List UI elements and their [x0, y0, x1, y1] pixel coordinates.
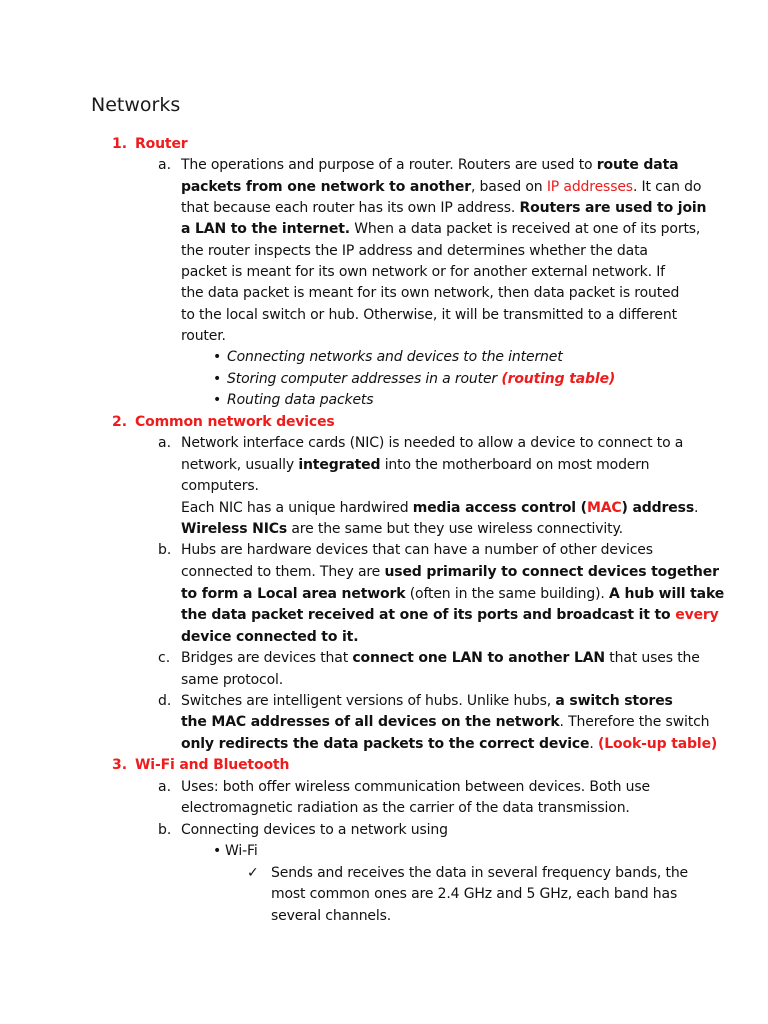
paragraph-line: a LAN to the internet. When a data packet is received at one of its ports,	[181, 221, 701, 237]
item-label: a.	[158, 779, 172, 795]
paragraph-line: several channels.	[271, 908, 392, 924]
item-label: c.	[158, 650, 171, 666]
paragraph-line: Sends and receives the data in several frequency bands, the	[271, 865, 689, 881]
paragraph-line: computers.	[181, 478, 259, 494]
item-label: d.	[158, 693, 172, 709]
bullet-dot-icon: •	[213, 349, 222, 365]
section-heading-devices: Common network devices	[135, 414, 335, 430]
item-label: b.	[158, 542, 172, 558]
section-number-2: 2.	[112, 414, 128, 430]
checkmark-icon: ✓	[247, 865, 259, 881]
page-title: Networks	[91, 94, 181, 116]
item-label: b.	[158, 822, 172, 838]
bullet-item: Wi-Fi	[225, 843, 258, 859]
section-heading-router: Router	[135, 136, 188, 152]
item-label: a.	[158, 435, 172, 451]
section-number-3: 3.	[112, 757, 128, 773]
bullet-dot-icon: •	[213, 392, 222, 408]
paragraph-line: device connected to it.	[181, 629, 359, 645]
bullet-item: Connecting networks and devices to the internet	[227, 349, 563, 365]
paragraph-line: only redirects the data packets to the correct device. (Look-up table)	[181, 736, 718, 752]
item-label: a.	[158, 157, 172, 173]
paragraph-line: electromagnetic radiation as the carrier of the data transmission.	[181, 800, 630, 816]
paragraph-line: router.	[181, 328, 226, 344]
paragraph-line: The operations and purpose of a router. Routers are used to route data	[181, 157, 679, 173]
paragraph-line: Connecting devices to a network using	[181, 822, 448, 838]
paragraph-line: connected to them. They are used primarily to connect devices together	[181, 564, 719, 580]
bullet-dot-icon: •	[213, 371, 222, 387]
paragraph-line: packets from one network to another, based on IP addresses. It can do	[181, 179, 702, 195]
paragraph-line: most common ones are 2.4 GHz and 5 GHz, each band has	[271, 886, 678, 902]
paragraph-line: to the local switch or hub. Otherwise, it will be transmitted to a different	[181, 307, 677, 323]
paragraph-line: Switches are intelligent versions of hubs. Unlike hubs, a switch stores	[181, 693, 673, 709]
paragraph-line: Uses: both offer wireless communication between devices. Both use	[181, 779, 650, 795]
paragraph-line: Network interface cards (NIC) is needed to allow a device to connect to a	[181, 435, 684, 451]
section-number-1: 1.	[112, 136, 128, 152]
paragraph-line: Each NIC has a unique hardwired media access control (MAC) address.	[181, 500, 699, 516]
paragraph-line: to form a Local area network (often in the same building). A hub will take	[181, 586, 725, 602]
section-heading-wifi-bluetooth: Wi-Fi and Bluetooth	[135, 757, 290, 773]
paragraph-line: Wireless NICs are the same but they use wireless connectivity.	[181, 521, 623, 537]
paragraph-line: the data packet is meant for its own network, then data packet is routed	[181, 285, 680, 301]
paragraph-line: the router inspects the IP address and determines whether the data	[181, 243, 648, 259]
bullet-dot-icon: •	[213, 843, 222, 859]
bullet-item: Storing computer addresses in a router (routing table)	[227, 371, 616, 387]
paragraph-line: same protocol.	[181, 672, 284, 688]
paragraph-line: Hubs are hardware devices that can have a number of other devices	[181, 542, 653, 558]
paragraph-line: packet is meant for its own network or for another external network. If	[181, 264, 665, 280]
paragraph-line: network, usually integrated into the motherboard on most modern	[181, 457, 650, 473]
bullet-item: Routing data packets	[227, 392, 374, 408]
paragraph-line: the MAC addresses of all devices on the network. Therefore the switch	[181, 714, 710, 730]
paragraph-line: the data packet received at one of its ports and broadcast it to every	[181, 607, 719, 623]
paragraph-line: Bridges are devices that connect one LAN to another LAN that uses the	[181, 650, 700, 666]
paragraph-line: that because each router has its own IP address. Routers are used to join	[181, 200, 707, 216]
